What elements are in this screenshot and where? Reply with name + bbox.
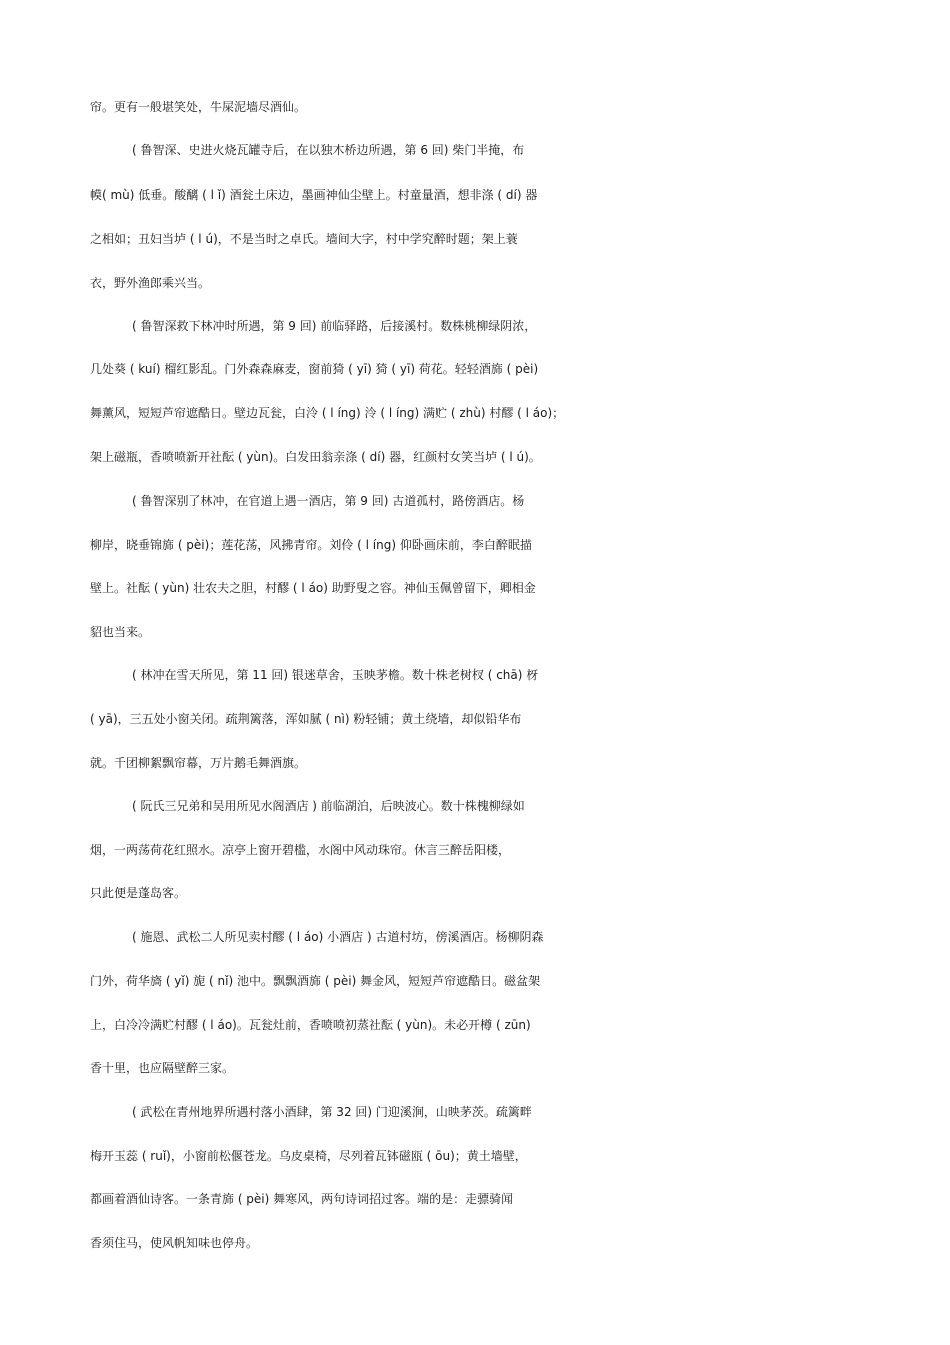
text-line: 壁上。社酝 ( yùn) 壮农夫之胆，村醪 ( l áo) 助野叟之容。神仙玉佩曾留下，卿相金 [90, 581, 536, 595]
text-line: 烟，一两荡荷花红照水。凉亭上窗开碧槛，水阁中风动珠帘。休言三醉岳阳楼， [90, 843, 511, 857]
text-line: ( 武松在青州地界所遇村落小酒肆，第 32 回) 门迎溪涧，山映茅茨。疏篱畔 [132, 1105, 532, 1119]
text-line: 衣，野外渔郎乘兴当。 [90, 276, 211, 290]
text-line: ( 鲁智深救下林冲时所遇，第 9 回) 前临驿路，后接溪村。数株桃柳绿阴浓， [132, 319, 537, 333]
text-line: ( 林冲在雪天所见，第 11 回) 银迷草舍，玉映茅檐。数十株老树杈 ( chā) 枒 [132, 668, 539, 682]
text-line: 都画着酒仙诗客。一条青旆 ( pèi) 舞寒风，两句诗词招过客。端的是：走骠骑闻 [90, 1192, 514, 1206]
text-line: 几处葵 ( kuí) 榴红影乱。门外森森麻麦，窗前猗 ( yī) 猗 ( yī) 荷花。轻轻酒旆 ( pèi) [90, 362, 539, 376]
text-line: ( yā)，三五处小窗关闭。疏荆篱落，浑如腻 ( nì) 粉轻铺；黄土绕墙，却似铅华布 [90, 712, 522, 726]
text-line: 梅开玉蕊 ( ruǐ)，小窗前松偃苍龙。乌皮桌椅，尽列着瓦钵磁瓯 ( ōu)；黄土墙壁， [90, 1149, 527, 1163]
text-line: 舞薰风，短短芦帘遮酷日。壁边瓦瓮，白泠 ( l íng) 泠 ( l íng) 满贮 ( zhù) 村醪 ( l áo)； [90, 406, 565, 420]
text-line: ( 施恩、武松二人所见卖村醪 ( l áo) 小酒店 ) 古道村坊，傍溪酒店。杨柳阴森 [132, 930, 544, 944]
text-line: 帘。更有一般堪笑处，牛屎泥墙尽酒仙。 [90, 100, 307, 114]
text-line: 幙( mù) 低垂。酸醨 ( l ǐ) 酒瓮土床边，墨画神仙尘壁上。村童量酒，想非涤 ( dí) 器 [90, 188, 538, 202]
text-line: 就。千团柳絮飘帘幕，万片鹅毛舞酒旗。 [90, 756, 307, 770]
text-line: 香须住马，使风帆知味也停舟。 [90, 1236, 259, 1250]
text-line: 门外，荷华旖 ( yǐ) 旎 ( nǐ) 池中。飘飘酒旆 ( pèi) 舞金风，短短芦帘遮酷日。磁盆架 [90, 974, 541, 988]
text-line: 貂也当来。 [90, 625, 151, 639]
text-line: ( 阮氏三兄弟和吴用所见水阁酒店 ) 前临湖泊，后映波心。数十株槐柳绿如 [132, 799, 525, 813]
text-line: 之相如；丑妇当垆 ( l ú)，不是当时之卓氏。墙间大字，村中学究醉时题；架上蓑 [90, 232, 518, 246]
text-line: 柳岸，晓垂锦旆 ( pèi)；莲花荡，风拂青帘。刘伶 ( l íng) 仰卧画床前，李白醉眠描 [90, 538, 532, 552]
text-line: 只此便是蓬岛客。 [90, 886, 187, 900]
text-line: ( 鲁智深、史进火烧瓦罐寺后，在以独木桥边所遇，第 6 回) 柴门半掩，布 [132, 143, 525, 157]
text-line: ( 鲁智深别了林冲，在官道上遇一酒店，第 9 回) 古道孤村，路傍酒店。杨 [132, 494, 525, 508]
text-line: 上，白冷冷满贮村醪 ( l áo)。瓦瓮灶前，香喷喷初蒸社酝 ( yùn)。未必开樽 ( zūn) [90, 1018, 531, 1032]
text-line: 架上磁瓶，香喷喷新开社酝 ( yùn)。白发田翁亲涤 ( dí) 器，红颜村女笑当垆 ( l ú)。 [90, 450, 541, 464]
text-line: 香十里，也应隔壁醉三家。 [90, 1061, 235, 1075]
